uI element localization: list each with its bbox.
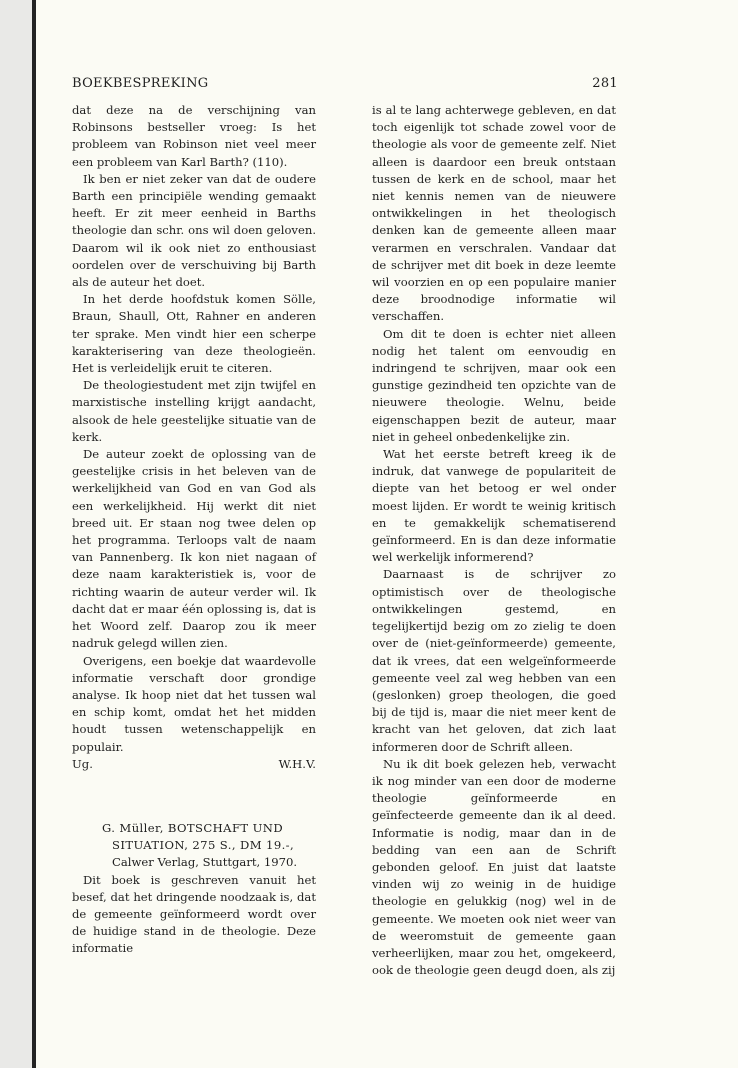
review-heading-line: Calwer Verlag, Stuttgart, 1970. [112, 855, 298, 870]
paragraph: Overigens, een boekje dat waardevolle informatie verschaft door grondige analyse. Ik hoop niet dat het tussen wal en schip komt, omdat het het midden houdt tussen wetenschappelijk en populair. [72, 653, 316, 754]
signature-place: Ug. [72, 756, 93, 771]
paragraph: Daarnaast is de schrijver zo optimistisch over de theologische ontwikkelingen gestemd, en tegelijkertijd bezig om zo zielig te doen over de (niet-geïnformeerde) gemeente, dat ik vrees, dat een welgeïnformeerde gemeente veel zal weg hebben van een (geslonken) groep theologen, die goed bij de tijd is, maar die niet meer kent de kracht van het geloven, dat zich laat informeren door de Schrift alleen. [372, 567, 616, 754]
paragraph: Dit boek is geschreven vanuit het besef, dat het dringende noodzaak is, dat de gemeente geïnformeerd wordt over de huidige stand in de theologie. Deze informatie [72, 872, 316, 956]
paragraph: Om dit te doen is echter niet alleen nodig het talent om eenvoudig en indringend te schrijven, maar ook een gunstige gezindheid ten opzichte van de nieuwere theologie. Welnu, beide eigenschappen bezit de auteur, maar niet in geheel onbedenkelijke zin. [372, 326, 616, 444]
paragraph: is al te lang achterwege gebleven, en dat toch eigenlijk tot schade zowel voor de theologie als voor de gemeente zelf. Niet alleen is daardoor een breuk ontstaan tussen de kerk en de school, maar het niet kennis nemen van de nieuwere ontwikkelingen in het theologisch denken kan de gemeente alleen maar verarmen en verschralen. Vandaar dat de schrijver met dit boek in deze leemte wil voorzien en op een populaire manier deze broodnodige informatie wil verschaffen. [372, 103, 616, 324]
review-heading-line: G. Müller, BOTSCHAFT UND [102, 820, 284, 835]
review-signature [72, 756, 316, 773]
section-title: BOEKBESPREKING [72, 76, 209, 91]
signature-initials: W.H.V. [278, 756, 316, 771]
paragraph: dat deze na de verschijning van Robinsons bestseller vroeg: Is het probleem van Robinson niet veel meer een probleem van Karl Barth? (110). [72, 103, 316, 169]
paragraph: In het derde hoofdstuk komen Sölle, Braun, Shaull, Ott, Rahner en anderen ter sprake. Men vindt hier een scherpe karakterisering van deze theologieën. Het is verleidelijk eruit te citeren. [72, 292, 316, 376]
paragraph: De auteur zoekt de oplossing van de geestelijke crisis in het beleven van de werkelijkheid van God en van God als een werkelijkheid. Hij werkt dit niet breed uit. Er staan nog twee delen op het programma. Terloops valt de naam van Pannenberg. Ik kon niet nagaan of deze naam karakteristiek is, voor de richting waarin de auteur verder wil. Ik dacht dat er maar één oplossing is, dat is het Woord zelf. Daarop zou ik meer nadruk gelegd willen zien. [72, 447, 316, 651]
scan-binding-edge [32, 0, 36, 1068]
page-number: 281 [592, 76, 618, 91]
left-column [72, 102, 316, 958]
paragraph: Ik ben er niet zeker van dat de oudere Barth een principiële wending gemaakt heeft. Er zit meer eenheid in Barths theologie dan schr. ons wil doen geloven. Daarom wil ik ook niet zo enthousiast oordelen over de verschuiving bij Barth als de auteur het doet. [72, 171, 316, 290]
review-heading-line: SITUATION, 275 S., DM 19.-, [112, 838, 295, 853]
review-heading [72, 820, 316, 872]
paragraph: Wat het eerste betreft kreeg ik de indruk, dat vanwege de populariteit de diepte van het betoog er wel onder moest lijden. Er wordt te weinig kritisch en te gemakkelijk schematiserend geïnformeerd. En is dan deze informatie wel werkelijk informerend? [372, 447, 616, 565]
right-column [372, 102, 616, 979]
paragraph: De theologiestudent met zijn twijfel en marxistische instelling krijgt aandacht, alsook de hele geestelijke situatie van de kerk. [72, 378, 316, 444]
paragraph: Nu ik dit boek gelezen heb, verwacht ik nog minder van een door de moderne theologie geïnformeerde en geïnfecteerde gemeente dan ik al deed. Informatie is nodig, maar dan in de bedding van een aan de Schrift gebonden geloof. En juist dat laatste vinden wij zo weinig in de huidige theologie en gelukkig (nog) wel in de gemeente. We moeten ook niet weer van de weeromstuit de gemeente gaan verheerlijken, maar zou het, omgekeerd, ook de theologie geen deugd doen, als zij [372, 756, 616, 978]
